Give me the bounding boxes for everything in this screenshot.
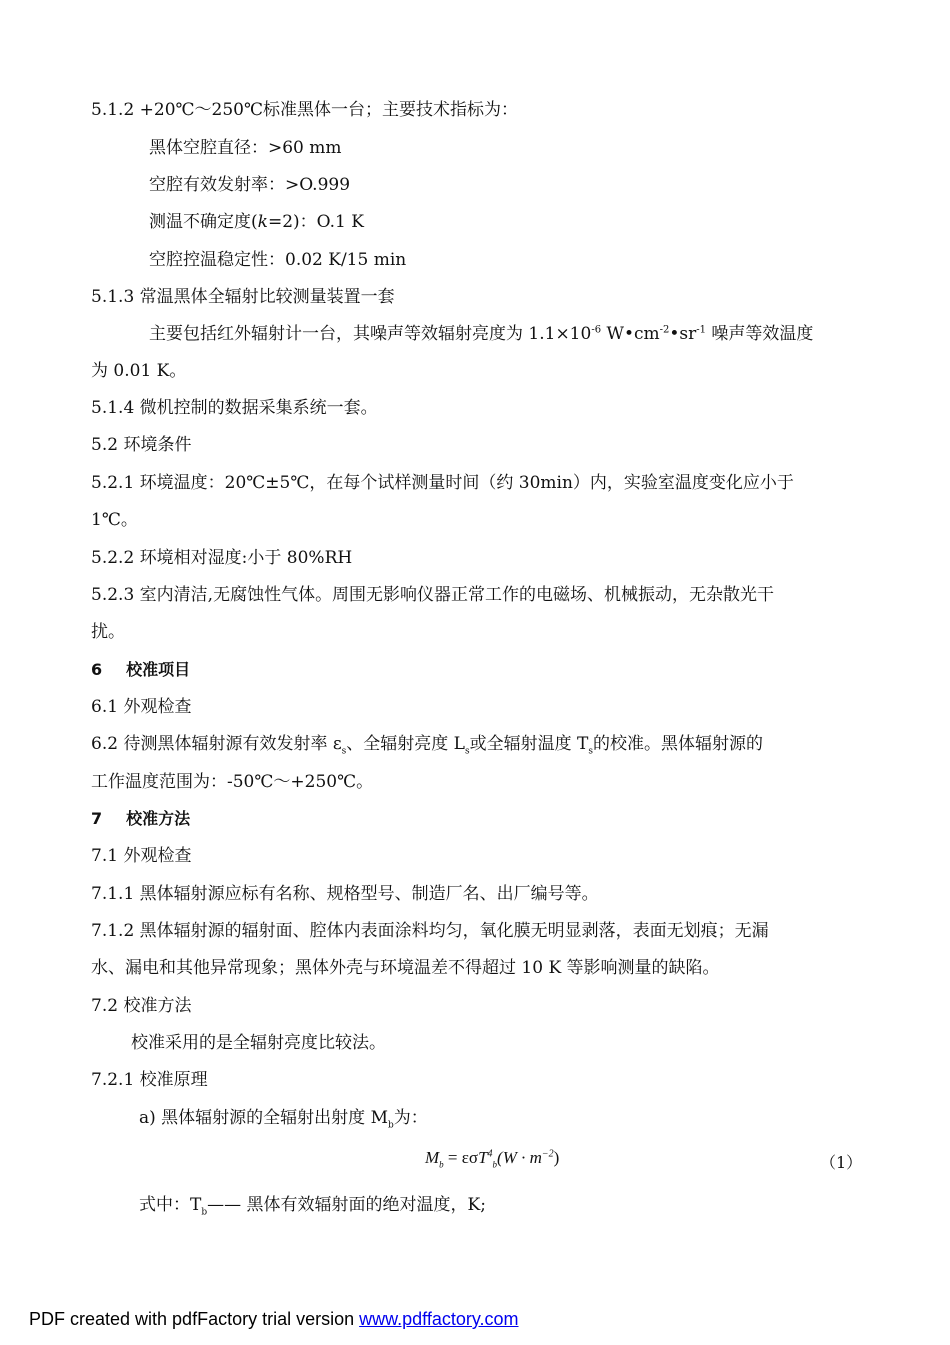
text-line: 黑体空腔直径：>60 mm <box>149 138 342 158</box>
footer-link[interactable]: www.pdffactory.com <box>359 1309 519 1329</box>
chapter-title: 校准方法 <box>126 809 191 828</box>
text-span: •sr <box>669 324 697 344</box>
text-line: 空腔控温稳定性：0.02 K/15 min <box>149 250 407 270</box>
text-line: 为 0.01 K。 <box>91 361 187 381</box>
section-heading: 5.1.3 常温黑体全辐射比较测量装置一套 <box>91 287 395 307</box>
text-line <box>91 733 763 755</box>
text-line: 扰。 <box>91 622 125 642</box>
text-line: 校准采用的是全辐射亮度比较法。 <box>131 1033 386 1053</box>
formula-symbol: M <box>425 1148 440 1167</box>
text-span: 6.2 待测黑体辐射源有效发射率 ε <box>91 734 342 754</box>
formula-close: ) <box>553 1148 560 1167</box>
text-span: =2)：O.1 K <box>267 212 364 232</box>
formula-symbol: T <box>478 1148 488 1167</box>
section-heading: 5.2 环境条件 <box>91 435 192 455</box>
equation-number: （1） <box>820 1153 863 1172</box>
text-line: 工作温度范围为：-50℃～+250℃。 <box>91 772 374 792</box>
text-line: 5.1.2 +20℃～250℃标准黑体一台；主要技术指标为： <box>91 100 519 120</box>
text-line: 空腔有效发射率：>O.999 <box>149 175 351 195</box>
text-span: 噪声等效温度 <box>706 324 814 344</box>
formula <box>425 1148 559 1168</box>
text-span: —— 黑体有效辐射面的绝对温度，K; <box>207 1195 486 1215</box>
text-line: 7.1.1 黑体辐射源应标有名称、规格型号、制造厂名、出厂编号等。 <box>91 884 599 904</box>
superscript: -6 <box>591 324 602 336</box>
subscript: s <box>341 746 347 757</box>
superscript: -2 <box>659 324 670 336</box>
text-span: 或全辐射温度 T <box>469 734 589 754</box>
text-line <box>149 323 813 345</box>
text-span: 主要包括红外辐射计一台，其噪声等效辐射亮度为 1.1×10 <box>149 324 592 344</box>
text-span: 测温不确定度( <box>149 212 258 232</box>
text-line: 5.2.1 环境温度：20℃±5℃，在每个试样测量时间（约 30min）内，实验室温度变化应小于 <box>91 473 794 493</box>
text-line <box>139 1107 428 1129</box>
subscript: s <box>464 746 470 757</box>
text-span: W•cm <box>601 324 660 344</box>
text-span: k <box>257 212 268 232</box>
text-span: 的校准。黑体辐射源的 <box>592 734 763 754</box>
text-span: 、全辐射亮度 L <box>346 734 465 754</box>
text-line <box>149 211 364 233</box>
text-line: 5.2.3 室内清洁,无腐蚀性气体。周围无影响仪器正常工作的电磁场、机械振动，无杂散光干 <box>91 585 775 605</box>
formula-subscript: b <box>439 1159 444 1170</box>
text-span: 为： <box>393 1108 428 1128</box>
text-line: 1℃。 <box>91 510 138 530</box>
section-heading: 7.2 校准方法 <box>91 996 192 1016</box>
formula-unit: (W · m <box>497 1148 542 1167</box>
text-span: 式中：T <box>139 1195 202 1215</box>
formula-exponent: 4 <box>487 1148 493 1160</box>
chapter-heading <box>91 808 190 830</box>
chapter-title: 校准项目 <box>126 660 191 679</box>
text-line <box>139 1194 486 1216</box>
superscript: -1 <box>696 324 707 336</box>
subscript: b <box>387 1120 394 1131</box>
formula-exponent: −2 <box>541 1148 554 1160</box>
text-line: 水、漏电和其他异常现象；黑体外壳与环境温差不得超过 10 K 等影响测量的缺陷。 <box>91 958 720 978</box>
chapter-number: 7 <box>91 809 103 828</box>
section-heading: 5.1.4 微机控制的数据采集系统一套。 <box>91 398 378 418</box>
section-heading: 7.2.1 校准原理 <box>91 1070 208 1090</box>
chapter-heading <box>91 659 190 681</box>
text-span: a) 黑体辐射源的全辐射出射度 M <box>139 1108 388 1128</box>
text-line: 7.1.2 黑体辐射源的辐射面、腔体内表面涂料均匀，氧化膜无明显剥落，表面无划痕；无漏 <box>91 921 769 941</box>
pdf-footer <box>29 1309 519 1330</box>
footer-text: PDF created with pdfFactory trial version <box>29 1309 360 1329</box>
subscript: b <box>201 1207 208 1218</box>
text-line: 5.2.2 环境相对湿度:小于 80%RH <box>91 548 353 568</box>
formula-operator: = εσ <box>443 1148 479 1167</box>
section-heading: 7.1 外观检查 <box>91 846 192 866</box>
formula-subscript: b <box>492 1159 498 1170</box>
chapter-number: 6 <box>91 660 103 679</box>
subscript: s <box>588 746 593 757</box>
section-heading: 6.1 外观检查 <box>91 697 192 717</box>
